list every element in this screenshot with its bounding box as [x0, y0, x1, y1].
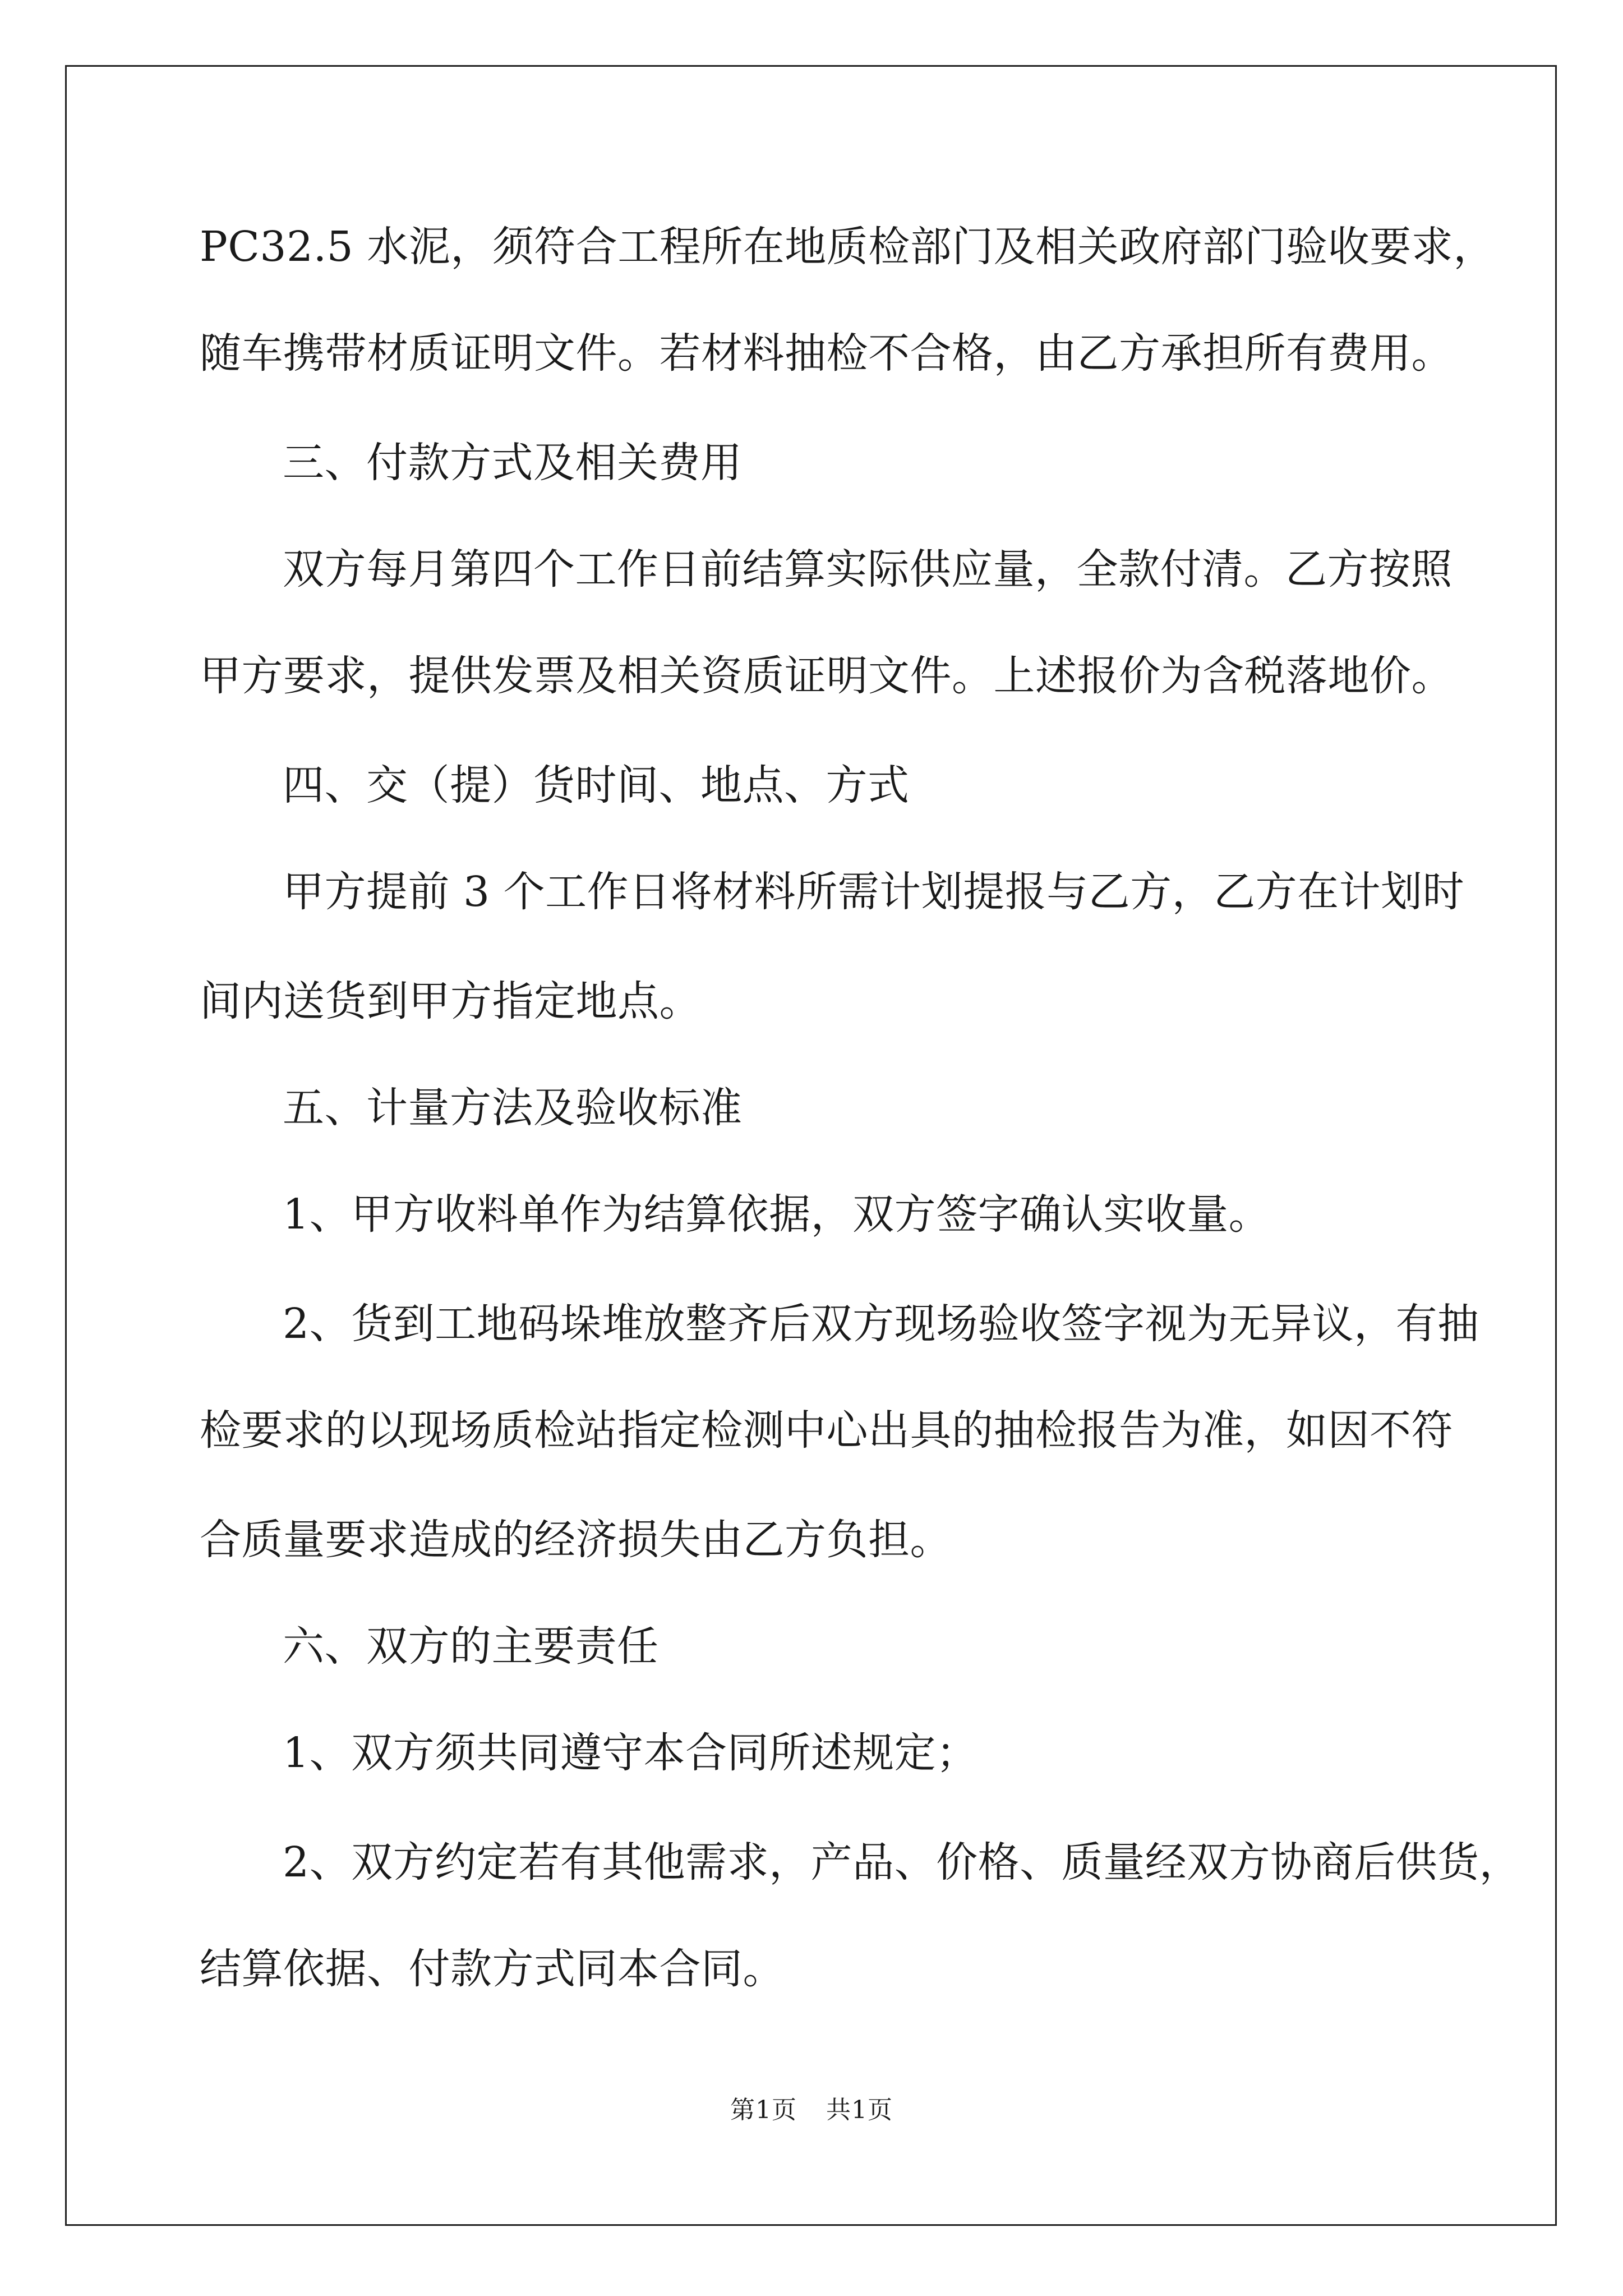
paragraph-line: PC32.5 水泥，须符合工程所在地质检部门及相关政府部门验收要求， [200, 223, 1495, 271]
page-border [65, 65, 1557, 2226]
section-heading: 四、交（提）货时间、地点、方式 [283, 761, 910, 809]
section-heading: 五、计量方法及验收标准 [283, 1084, 743, 1132]
paragraph-line: 随车携带材质证明文件。若材料抽检不合格，由乙方承担所有费用。 [200, 329, 1453, 378]
paragraph-line: 合质量要求造成的经济损失由乙方负担。 [200, 1516, 952, 1564]
list-item: 1、甲方收料单作为结算依据，双方签字确认实收量。 [283, 1190, 1271, 1239]
list-item: 2、双方约定若有其他需求，产品、价格、质量经双方协商后供货， [283, 1838, 1521, 1887]
page-number-total: 共1页 [826, 2096, 893, 2124]
paragraph-line: 检要求的以现场质检站指定检测中心出具的抽检报告为准，如因不符 [200, 1406, 1453, 1455]
page-number-current: 第1页 [730, 2096, 797, 2124]
section-heading: 六、双方的主要责任 [283, 1622, 659, 1671]
paragraph-line: 间内送货到甲方指定地点。 [200, 977, 701, 1025]
paragraph-line: 双方每月第四个工作日前结算实际供应量，全款付清。乙方按照 [283, 545, 1453, 593]
list-item: 2、货到工地码垛堆放整齐后双方现场验收签字视为无异议，有抽 [283, 1300, 1479, 1348]
paragraph-line: 甲方要求，提供发票及相关资质证明文件。上述报价为含税落地价。 [200, 652, 1453, 700]
page-footer [0, 2093, 1623, 2127]
section-heading: 三、付款方式及相关费用 [283, 439, 743, 487]
paragraph-line: 甲方提前 3 个工作日将材料所需计划提报与乙方，乙方在计划时 [283, 868, 1465, 916]
list-item: 1、双方须共同遵守本合同所述规定； [283, 1729, 978, 1777]
paragraph-line: 结算依据、付款方式同本合同。 [200, 1945, 785, 1993]
